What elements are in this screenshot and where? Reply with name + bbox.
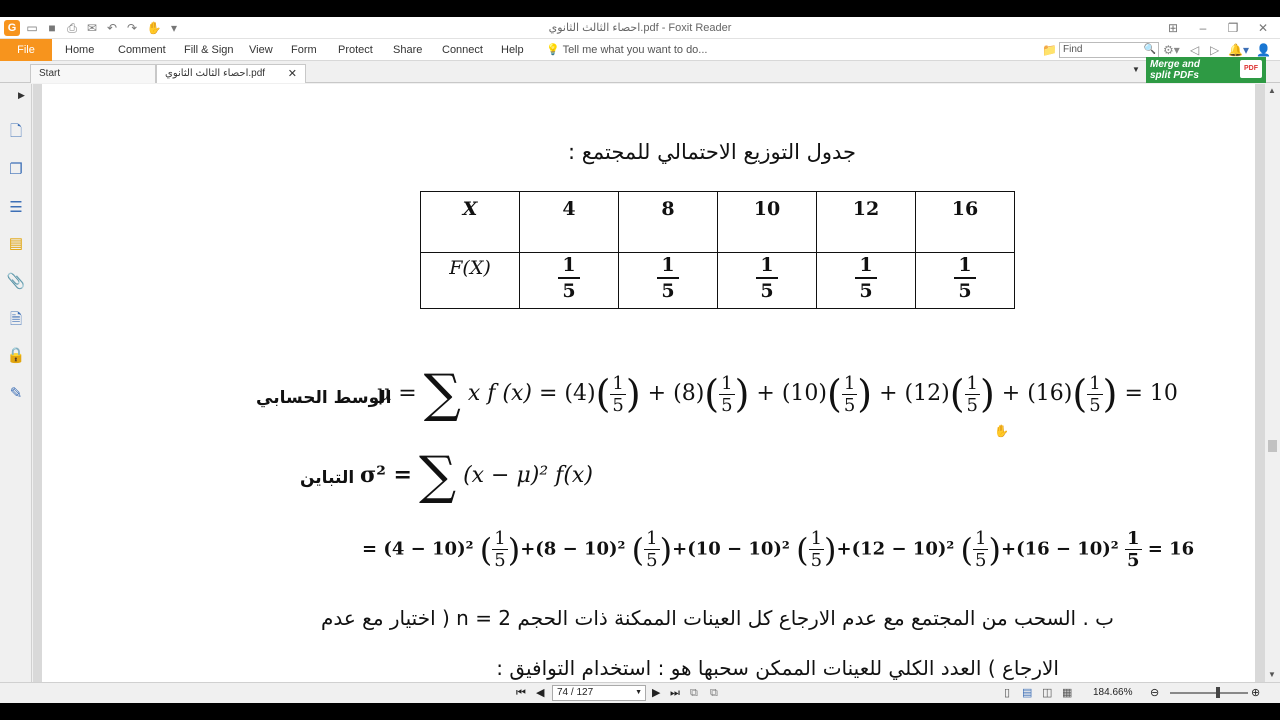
table-heading: جدول التوزيع الاحتمالي للمجتمع : [567, 140, 857, 164]
variance-result: = 16 [1147, 538, 1195, 560]
fraction-numerator: 1 [966, 372, 978, 394]
x-value-cell: 16 [916, 192, 1015, 253]
bookmark-icon[interactable]: 🗋 [9, 123, 23, 140]
mean-label: الوسط الحسابي [256, 388, 392, 408]
zoom-in-icon[interactable]: ⊕ [1251, 687, 1261, 699]
variance-label: التباين [300, 468, 355, 488]
menu-share[interactable]: Share [393, 44, 423, 56]
save-icon[interactable]: ■ [48, 21, 56, 35]
fraction-numerator: 1 [954, 253, 975, 279]
continuous-facing-icon[interactable]: ▦ [1062, 687, 1073, 699]
last-page-icon[interactable]: ⏭ [670, 687, 680, 699]
fraction-numerator: 1 [1089, 372, 1101, 394]
probability-cell [619, 253, 718, 309]
mean-term: (8) [673, 381, 705, 406]
comments-icon[interactable]: ▤ [8, 235, 24, 252]
file-menu[interactable]: File [0, 39, 52, 61]
menu-comment[interactable]: Comment [118, 44, 166, 56]
zoom-slider-thumb[interactable] [1216, 687, 1220, 698]
tell-me-search[interactable] [546, 39, 707, 61]
next-page-icon[interactable]: ▶ [652, 687, 661, 699]
minimize-button[interactable]: – [1199, 21, 1207, 35]
next-view-icon[interactable]: ⧉ [710, 687, 718, 699]
fraction-denominator: 5 [1089, 394, 1101, 416]
variance-lhs: σ² = [360, 462, 412, 488]
ribbon-menu [0, 39, 1280, 61]
pdf-badge-icon: PDF [1240, 60, 1262, 78]
variance-term: (4 − 10)² [383, 538, 474, 560]
scroll-thumb[interactable] [1268, 440, 1277, 452]
fraction-denominator: 5 [958, 280, 972, 302]
probability-cell [718, 253, 817, 309]
fraction-numerator: 1 [612, 372, 624, 394]
menu-form[interactable]: Form [291, 44, 317, 56]
menu-help[interactable]: Help [501, 44, 524, 56]
folder-icon[interactable]: 📁 [1042, 43, 1057, 57]
fraction-denominator: 5 [843, 394, 856, 416]
probability-cell [817, 253, 916, 309]
banner-line2: split PDFs [1150, 70, 1199, 81]
window-title: احصاء الثالث الثانوي.pdf - Foxit Reader [548, 22, 732, 34]
mean-result: = 10 [1124, 381, 1178, 406]
fraction-denominator: 5 [810, 550, 823, 571]
menu-home[interactable]: Home [65, 44, 95, 56]
menu-fill-sign[interactable]: Fill & Sign [184, 44, 234, 56]
search-icon[interactable]: 🔍 [1143, 44, 1156, 55]
fraction-numerator: 1 [975, 528, 987, 549]
title-bar [0, 17, 1280, 39]
page-dropdown-icon[interactable]: ▼ [635, 689, 642, 696]
fraction-denominator: 5 [760, 280, 774, 302]
fraction-denominator: 5 [859, 280, 873, 302]
mean-term: (4) [564, 381, 596, 406]
table-row [421, 253, 1015, 309]
tab-document-label: احصاء الثالث الثانوي.pdf [165, 68, 266, 79]
fraction-denominator: 5 [612, 394, 624, 416]
merge-split-ad[interactable] [1146, 57, 1266, 83]
app-window [0, 17, 1280, 703]
page-number-value: 74 / 127 [557, 687, 594, 698]
probability-cell [916, 253, 1015, 309]
security-lock-icon[interactable]: 🔒 [6, 347, 26, 364]
layers-icon[interactable]: ☰ [9, 199, 23, 216]
table-row [421, 192, 1015, 253]
single-page-icon[interactable]: ▯ [1004, 687, 1011, 699]
mean-sum-body: x f (x) = [467, 381, 558, 406]
variance-expansion: = (4 − 10)² ( $\frac{1}{5}$ )+(8 − 10)² ( $\frac{1}{5}$ )+(10 − 10)² ( $\frac{1}{5}$ )+(12 − 10)² ( $\frac{1}{5}$ )+(16 − 10)² $\frac{1}{5}$ = 16 [362, 528, 1195, 571]
tab-document[interactable] [156, 64, 306, 83]
x-value-cell: 4 [520, 192, 619, 253]
first-page-icon[interactable]: ⏮ [516, 687, 526, 699]
tab-close-icon[interactable]: ✕ [287, 68, 297, 80]
x-value-cell: 10 [718, 192, 817, 253]
x-label-cell: X [421, 192, 520, 253]
banner-line1: Merge and [1150, 59, 1201, 70]
fraction-numerator: 1 [558, 253, 579, 279]
panel-expand-icon[interactable]: ▶ [18, 90, 25, 100]
continuous-page-icon[interactable]: ▤ [1022, 687, 1033, 699]
user-account-icon[interactable]: 👤 [1256, 43, 1271, 57]
summation-symbol: ∑ [418, 446, 457, 506]
settings-gear-icon[interactable]: ⚙▾ [1163, 43, 1180, 57]
app-logo-icon: G [4, 20, 20, 36]
zoom-slider[interactable] [1170, 692, 1248, 694]
variance-term: (12 − 10)² [851, 538, 955, 560]
tabs-dropdown-icon[interactable]: ▼ [1132, 65, 1140, 74]
variance-definition [360, 446, 593, 506]
paragraph-line-1: ب . السحب من المجتمع مع عدم الارجاع كل العينات الممكنة ذات الحجم n = 2 ( اختيار مع عدم [321, 606, 1114, 630]
mean-lhs: μ = [377, 381, 417, 406]
back-arrow-icon[interactable]: ◁ [1190, 43, 1200, 57]
fraction-denominator: 5 [562, 280, 576, 302]
facing-page-icon[interactable]: ◫ [1042, 687, 1053, 699]
signature-icon[interactable]: 🗎 [9, 311, 23, 328]
fraction-denominator: 5 [966, 394, 978, 416]
menu-view[interactable]: View [249, 44, 273, 56]
restore-layout-icon[interactable]: ⊞ [1167, 21, 1179, 35]
tell-me-text: Tell me what you want to do... [562, 44, 708, 56]
mean-term: (12) [904, 381, 950, 406]
hand-cursor-icon: ✋ [994, 424, 1009, 438]
fraction-numerator: 1 [494, 528, 506, 549]
zoom-level: 184.66% [1093, 687, 1133, 698]
menu-connect[interactable]: Connect [442, 44, 483, 56]
fraction-denominator: 5 [1126, 550, 1140, 571]
tab-start[interactable]: Start [30, 64, 156, 83]
close-button[interactable]: ✕ [1257, 21, 1269, 35]
variance-term: (8 − 10)² [535, 538, 626, 560]
open-icon[interactable]: ▭ [26, 21, 38, 35]
fraction-denominator: 5 [494, 550, 506, 571]
mean-term: (10) [781, 381, 827, 406]
attachments-icon[interactable]: 📎 [6, 273, 26, 290]
x-value-cell: 12 [817, 192, 916, 253]
redo-icon[interactable]: ↷ [126, 21, 138, 35]
maximize-button[interactable]: ❐ [1227, 21, 1239, 35]
undo-icon[interactable]: ↶ [106, 21, 118, 35]
hand-tool-icon[interactable]: ✋ [146, 21, 162, 35]
print-icon[interactable]: ⎙ [67, 21, 77, 35]
lightbulb-icon: 💡 [546, 44, 563, 56]
fraction-numerator: 1 [810, 528, 823, 549]
mean-formula: μ = ∑ x f (x) = (4)( $\frac{1}{5}$ ) + (8)( $\frac{1}{5}$ ) + (10)( $\frac{1}{5}$ ) + (12)( $\frac{1}{5}$ ) + (16)( $\frac{1}{5}$ ) = 10 [377, 364, 1178, 424]
scroll-down-icon[interactable]: ▼ [1268, 670, 1276, 679]
paragraph-line-2: الارجاع ) العدد الكلي للعينات الممكن سحبها هو : استخدام التوافيق : [496, 656, 1059, 680]
variance-term: (16 − 10)² [1016, 538, 1119, 560]
previous-view-icon[interactable]: ⧉ [690, 687, 698, 699]
fraction-numerator: 1 [855, 253, 876, 279]
find-input[interactable] [1059, 42, 1159, 58]
status-bar [0, 682, 1280, 703]
fx-label-cell: F(X) [421, 253, 520, 309]
menu-protect[interactable]: Protect [338, 44, 373, 56]
fraction-numerator: 1 [657, 253, 678, 279]
probability-distribution-table [420, 191, 1015, 309]
pdf-page [42, 84, 1255, 682]
find-placeholder: Find [1063, 44, 1083, 55]
notification-bell-icon[interactable]: 🔔▾ [1228, 43, 1249, 57]
scroll-up-icon[interactable]: ▲ [1268, 86, 1276, 95]
search-pen-icon[interactable]: ✎ [9, 385, 23, 402]
pages-icon[interactable]: ❐ [9, 161, 23, 178]
vertical-scrollbar[interactable] [1265, 84, 1280, 682]
fraction-numerator: 1 [1126, 528, 1140, 549]
navigation-panel [0, 84, 32, 682]
document-tabs [0, 61, 1280, 83]
fraction-numerator: 1 [756, 253, 777, 279]
probability-cell [520, 253, 619, 309]
fraction-numerator: 1 [646, 528, 658, 549]
fraction-denominator: 5 [721, 394, 733, 416]
fraction-numerator: 1 [721, 372, 733, 394]
mean-term: (16) [1027, 381, 1073, 406]
x-value-cell: 8 [619, 192, 718, 253]
email-icon[interactable]: ✉ [86, 21, 98, 35]
zoom-out-icon[interactable]: ⊖ [1150, 687, 1160, 699]
variance-term: (10 − 10)² [687, 538, 790, 560]
fraction-denominator: 5 [975, 550, 987, 571]
page-number-input[interactable] [552, 685, 646, 701]
fraction-denominator: 5 [661, 280, 675, 302]
forward-arrow-icon[interactable]: ▷ [1210, 43, 1220, 57]
previous-page-icon[interactable]: ◀ [536, 687, 545, 699]
summation-symbol: ∑ [423, 364, 461, 424]
customize-dropdown-icon[interactable]: ▾ [170, 21, 178, 35]
fraction-denominator: 5 [646, 550, 658, 571]
fraction-numerator: 1 [843, 372, 856, 394]
variance-sum-body: (x − μ)² f(x) [463, 463, 593, 488]
